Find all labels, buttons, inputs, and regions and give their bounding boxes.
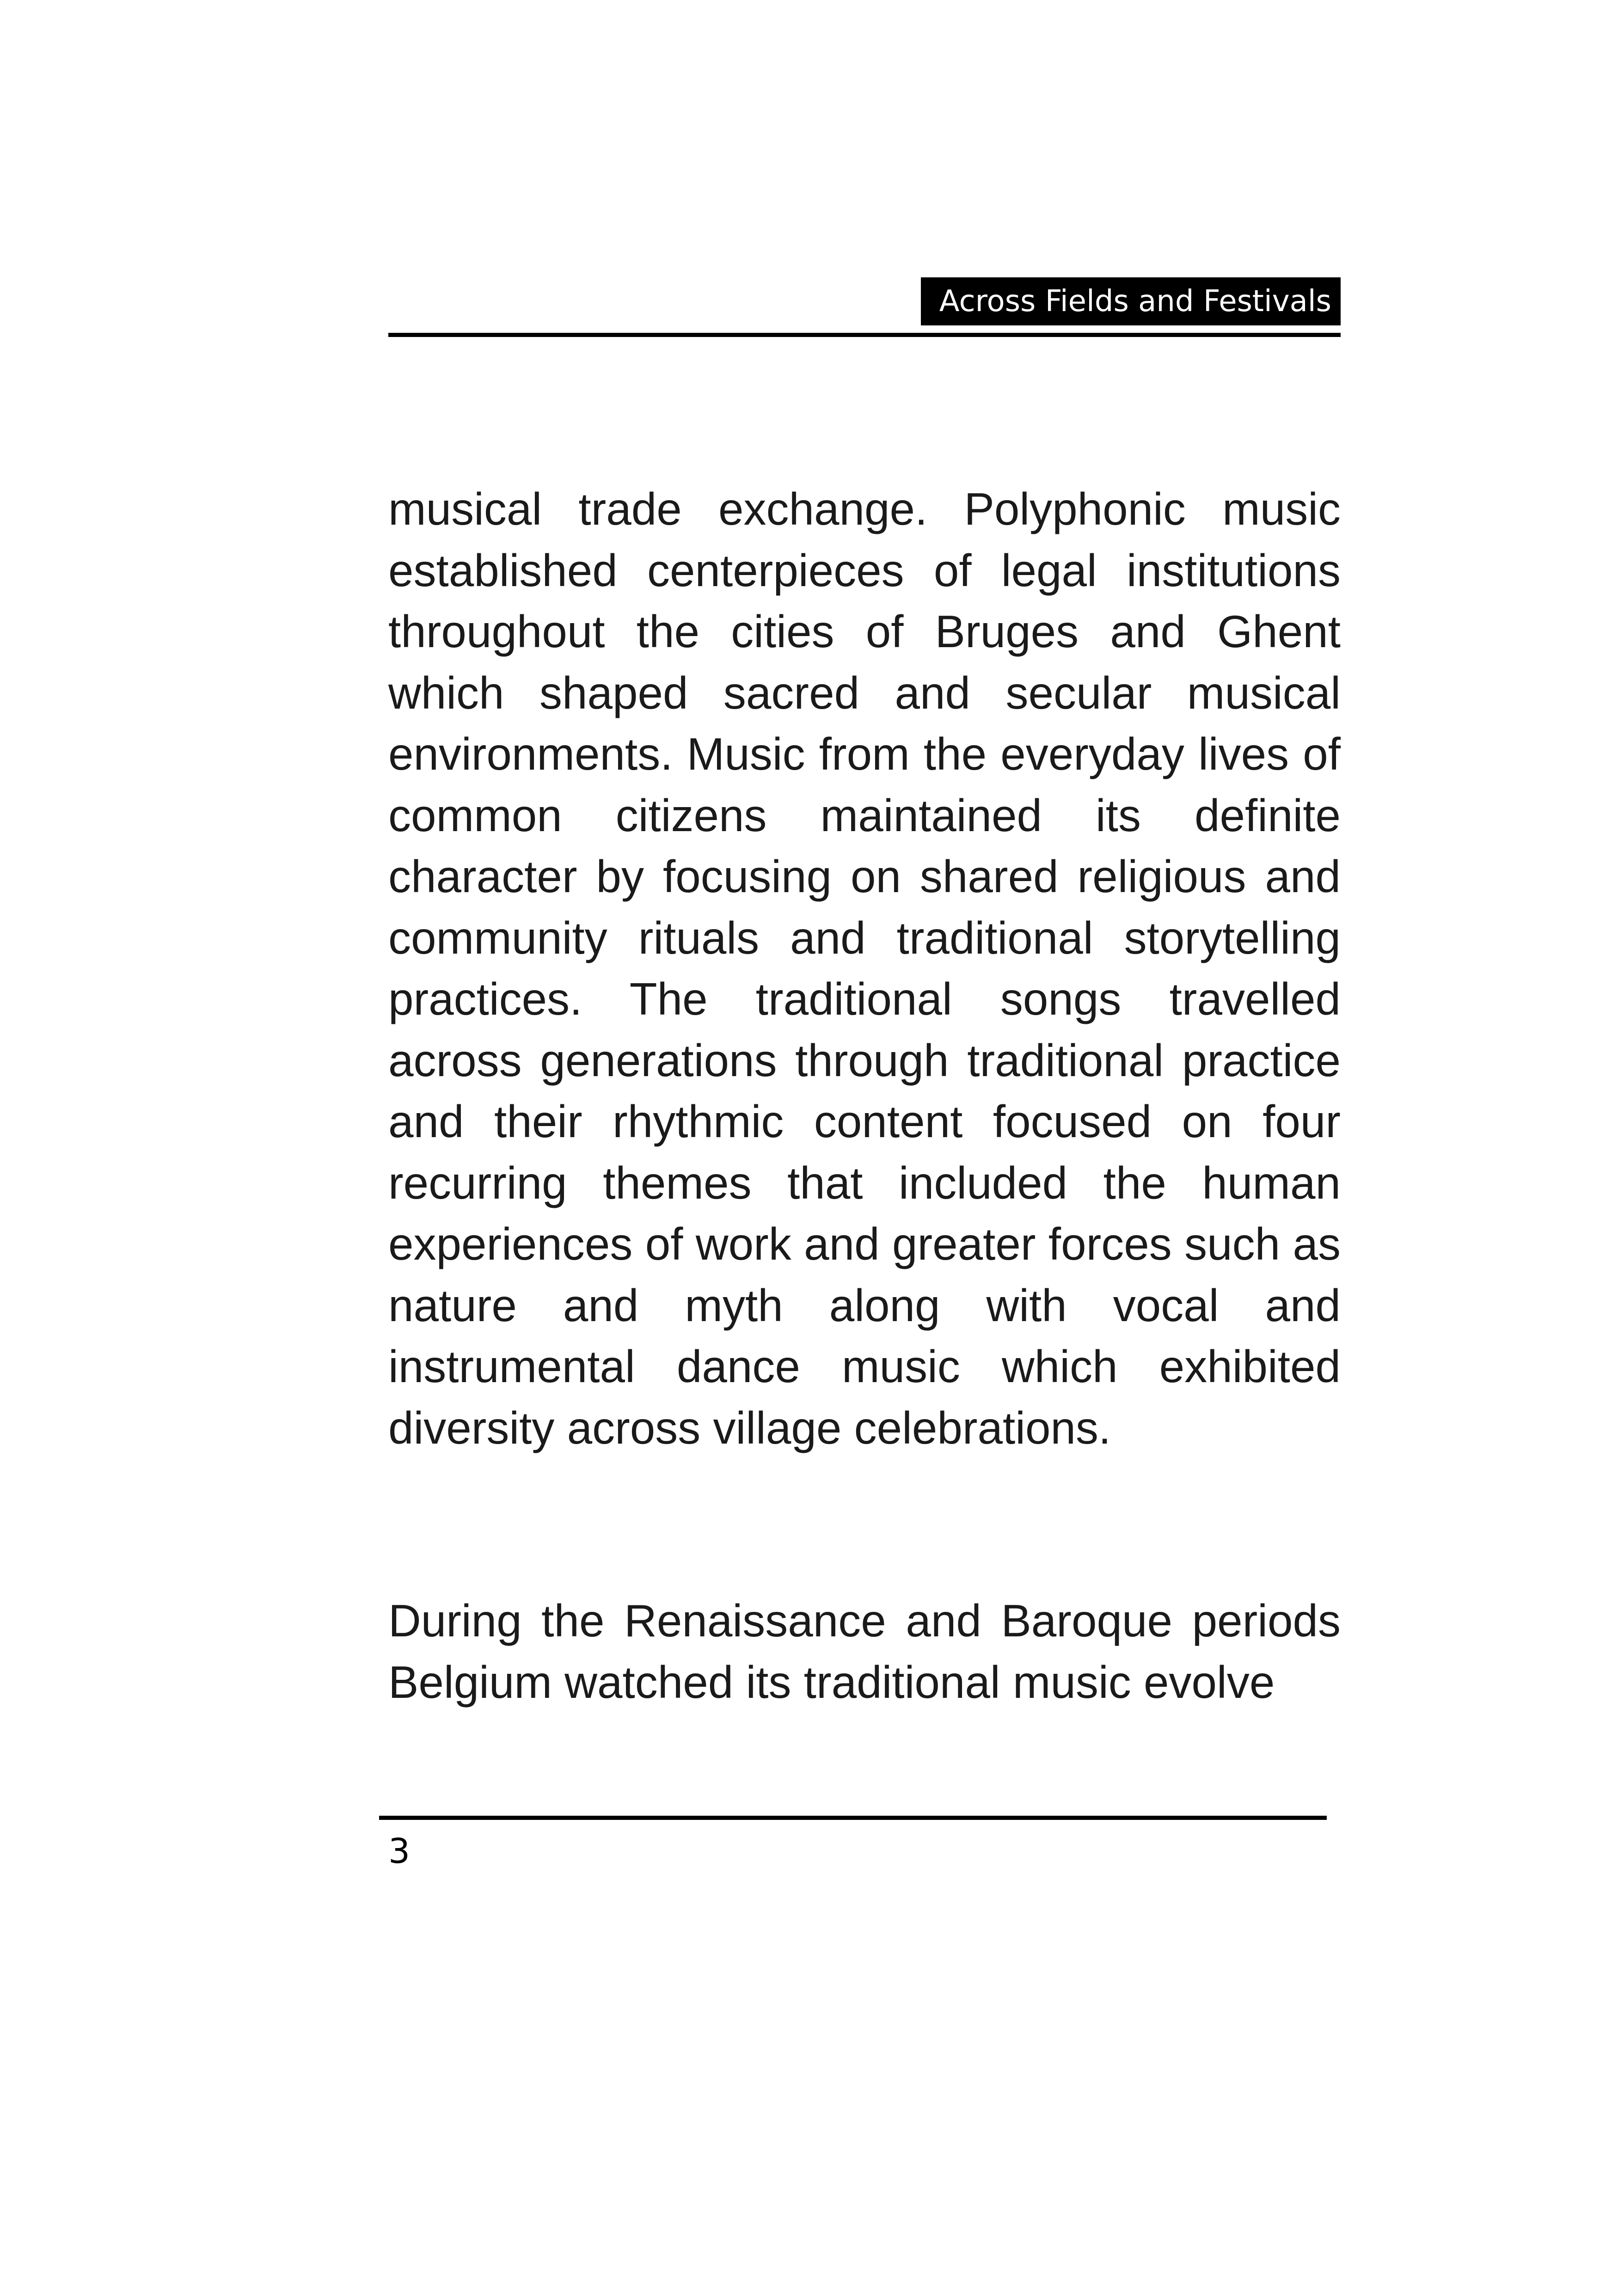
- body-paragraph-1: musical trade exchange. Polyphonic music established centerpieces of legal institutions throughout the cities of Bruges and Ghent which shaped sacred and secular musical environments. Music from the everyday lives of common citizens maintained its definite character by focusing on shared religious and community rituals and traditional storytelling practices. The traditional songs travelled across generations through traditional practice and their rhythmic content focused on four recurring themes that included the human experiences of work and greater forces such as nature and myth along with vocal and instrumental dance music which exhibited diversity across village celebrations.: [388, 484, 1341, 1453]
- running-title: Across Fields and Festivals: [921, 277, 1341, 325]
- page-number: 3: [388, 1831, 411, 1871]
- running-header: [388, 277, 1341, 337]
- body-paragraph-2: During the Renaissance and Baroque periods Belgium watched its traditional music evolve: [388, 1595, 1341, 1708]
- footer-rule: [379, 1816, 1327, 1820]
- header-rule: [388, 333, 1341, 337]
